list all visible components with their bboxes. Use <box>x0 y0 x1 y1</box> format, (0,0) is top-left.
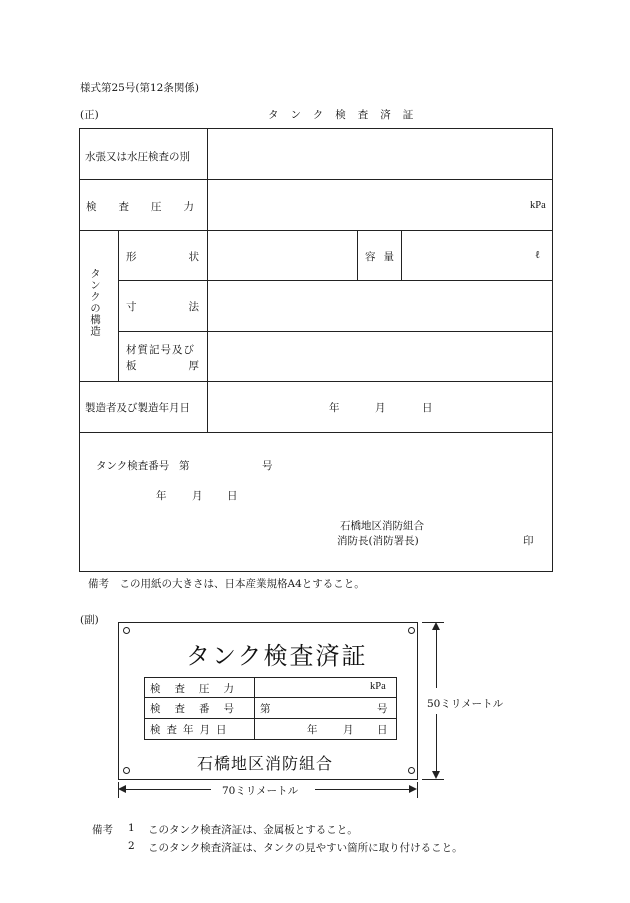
capacity-unit: ℓ <box>535 249 541 261</box>
plate-hole-br <box>408 767 415 774</box>
material-label-1: 材質記号及び <box>126 344 195 356</box>
height-arrow-top <box>432 622 440 630</box>
pressure-label: 検査圧力 <box>86 201 216 213</box>
maker-day: 日 <box>422 402 433 414</box>
fire-chief: 消防長(消防署長) <box>337 535 419 547</box>
height-dimension: 50ミリメートル <box>427 698 504 710</box>
front-note: 備考 この用紙の大きさは、日本産業規格A4とすること。 <box>88 578 365 590</box>
back-notes-head: 備考 <box>92 824 113 836</box>
plate-title: タンク検査済証 <box>186 642 368 670</box>
plate-number-label: 検査番号 <box>150 703 248 715</box>
back-note-2-text: このタンク検査済証は、タンクの見やすい箇所に取り付けること。 <box>148 842 463 854</box>
back-note-2-number: 2 <box>128 840 135 852</box>
plate-hole-tl <box>123 627 130 634</box>
plate-org: 石橋地区消防組合 <box>197 754 334 773</box>
maker-label: 製造者及び製造年月日 <box>85 402 190 414</box>
plate-day: 日 <box>377 724 388 736</box>
footer-month: 月 <box>192 490 203 502</box>
footer-day: 日 <box>227 490 238 502</box>
maker-month: 月 <box>375 402 386 414</box>
width-arrow-right <box>409 785 417 793</box>
back-label: (副) <box>80 614 99 626</box>
shape-label: 形状 <box>126 251 251 263</box>
back-note-1-number: 1 <box>128 822 135 834</box>
plate-hole-bl <box>123 767 130 774</box>
footer-year: 年 <box>156 490 167 502</box>
material-label-2: 板厚 <box>126 360 251 372</box>
plate-year: 年 <box>307 724 318 736</box>
tank-number-label: タンク検査番号 <box>96 460 170 472</box>
back-note-1-text: このタンク検査済証は、金属板とすること。 <box>148 824 358 836</box>
fire-org: 石橋地区消防組合 <box>340 520 424 532</box>
width-dimension: 70ミリメートル <box>222 785 299 797</box>
capacity-label: 容量 <box>365 251 402 263</box>
form-number: 様式第25号(第12条関係) <box>80 82 199 94</box>
front-label: (正) <box>80 109 99 121</box>
tank-number-suffix: 号 <box>262 460 273 472</box>
width-arrow-left <box>118 785 126 793</box>
maker-year: 年 <box>329 402 340 414</box>
plate-pressure-unit: kPa <box>370 681 386 692</box>
seal-mark: 印 <box>523 535 534 547</box>
plate-month: 月 <box>343 724 354 736</box>
inspection-type-label: 水張又は水圧検査の別 <box>85 151 190 163</box>
dimension-label: 寸法 <box>126 301 251 313</box>
plate-number-suffix: 号 <box>377 703 388 715</box>
plate-hole-tr <box>408 627 415 634</box>
tank-number-prefix: 第 <box>179 460 190 472</box>
front-title: タンク検査済証 <box>268 109 426 121</box>
plate-pressure-label: 検査圧力 <box>150 683 248 695</box>
plate-number-prefix: 第 <box>260 703 271 715</box>
structure-label: タンクの構造 <box>89 268 101 337</box>
height-arrow-bottom <box>432 771 440 779</box>
plate-date-label: 検査年月日 <box>150 724 233 736</box>
pressure-unit: kPa <box>530 200 546 211</box>
